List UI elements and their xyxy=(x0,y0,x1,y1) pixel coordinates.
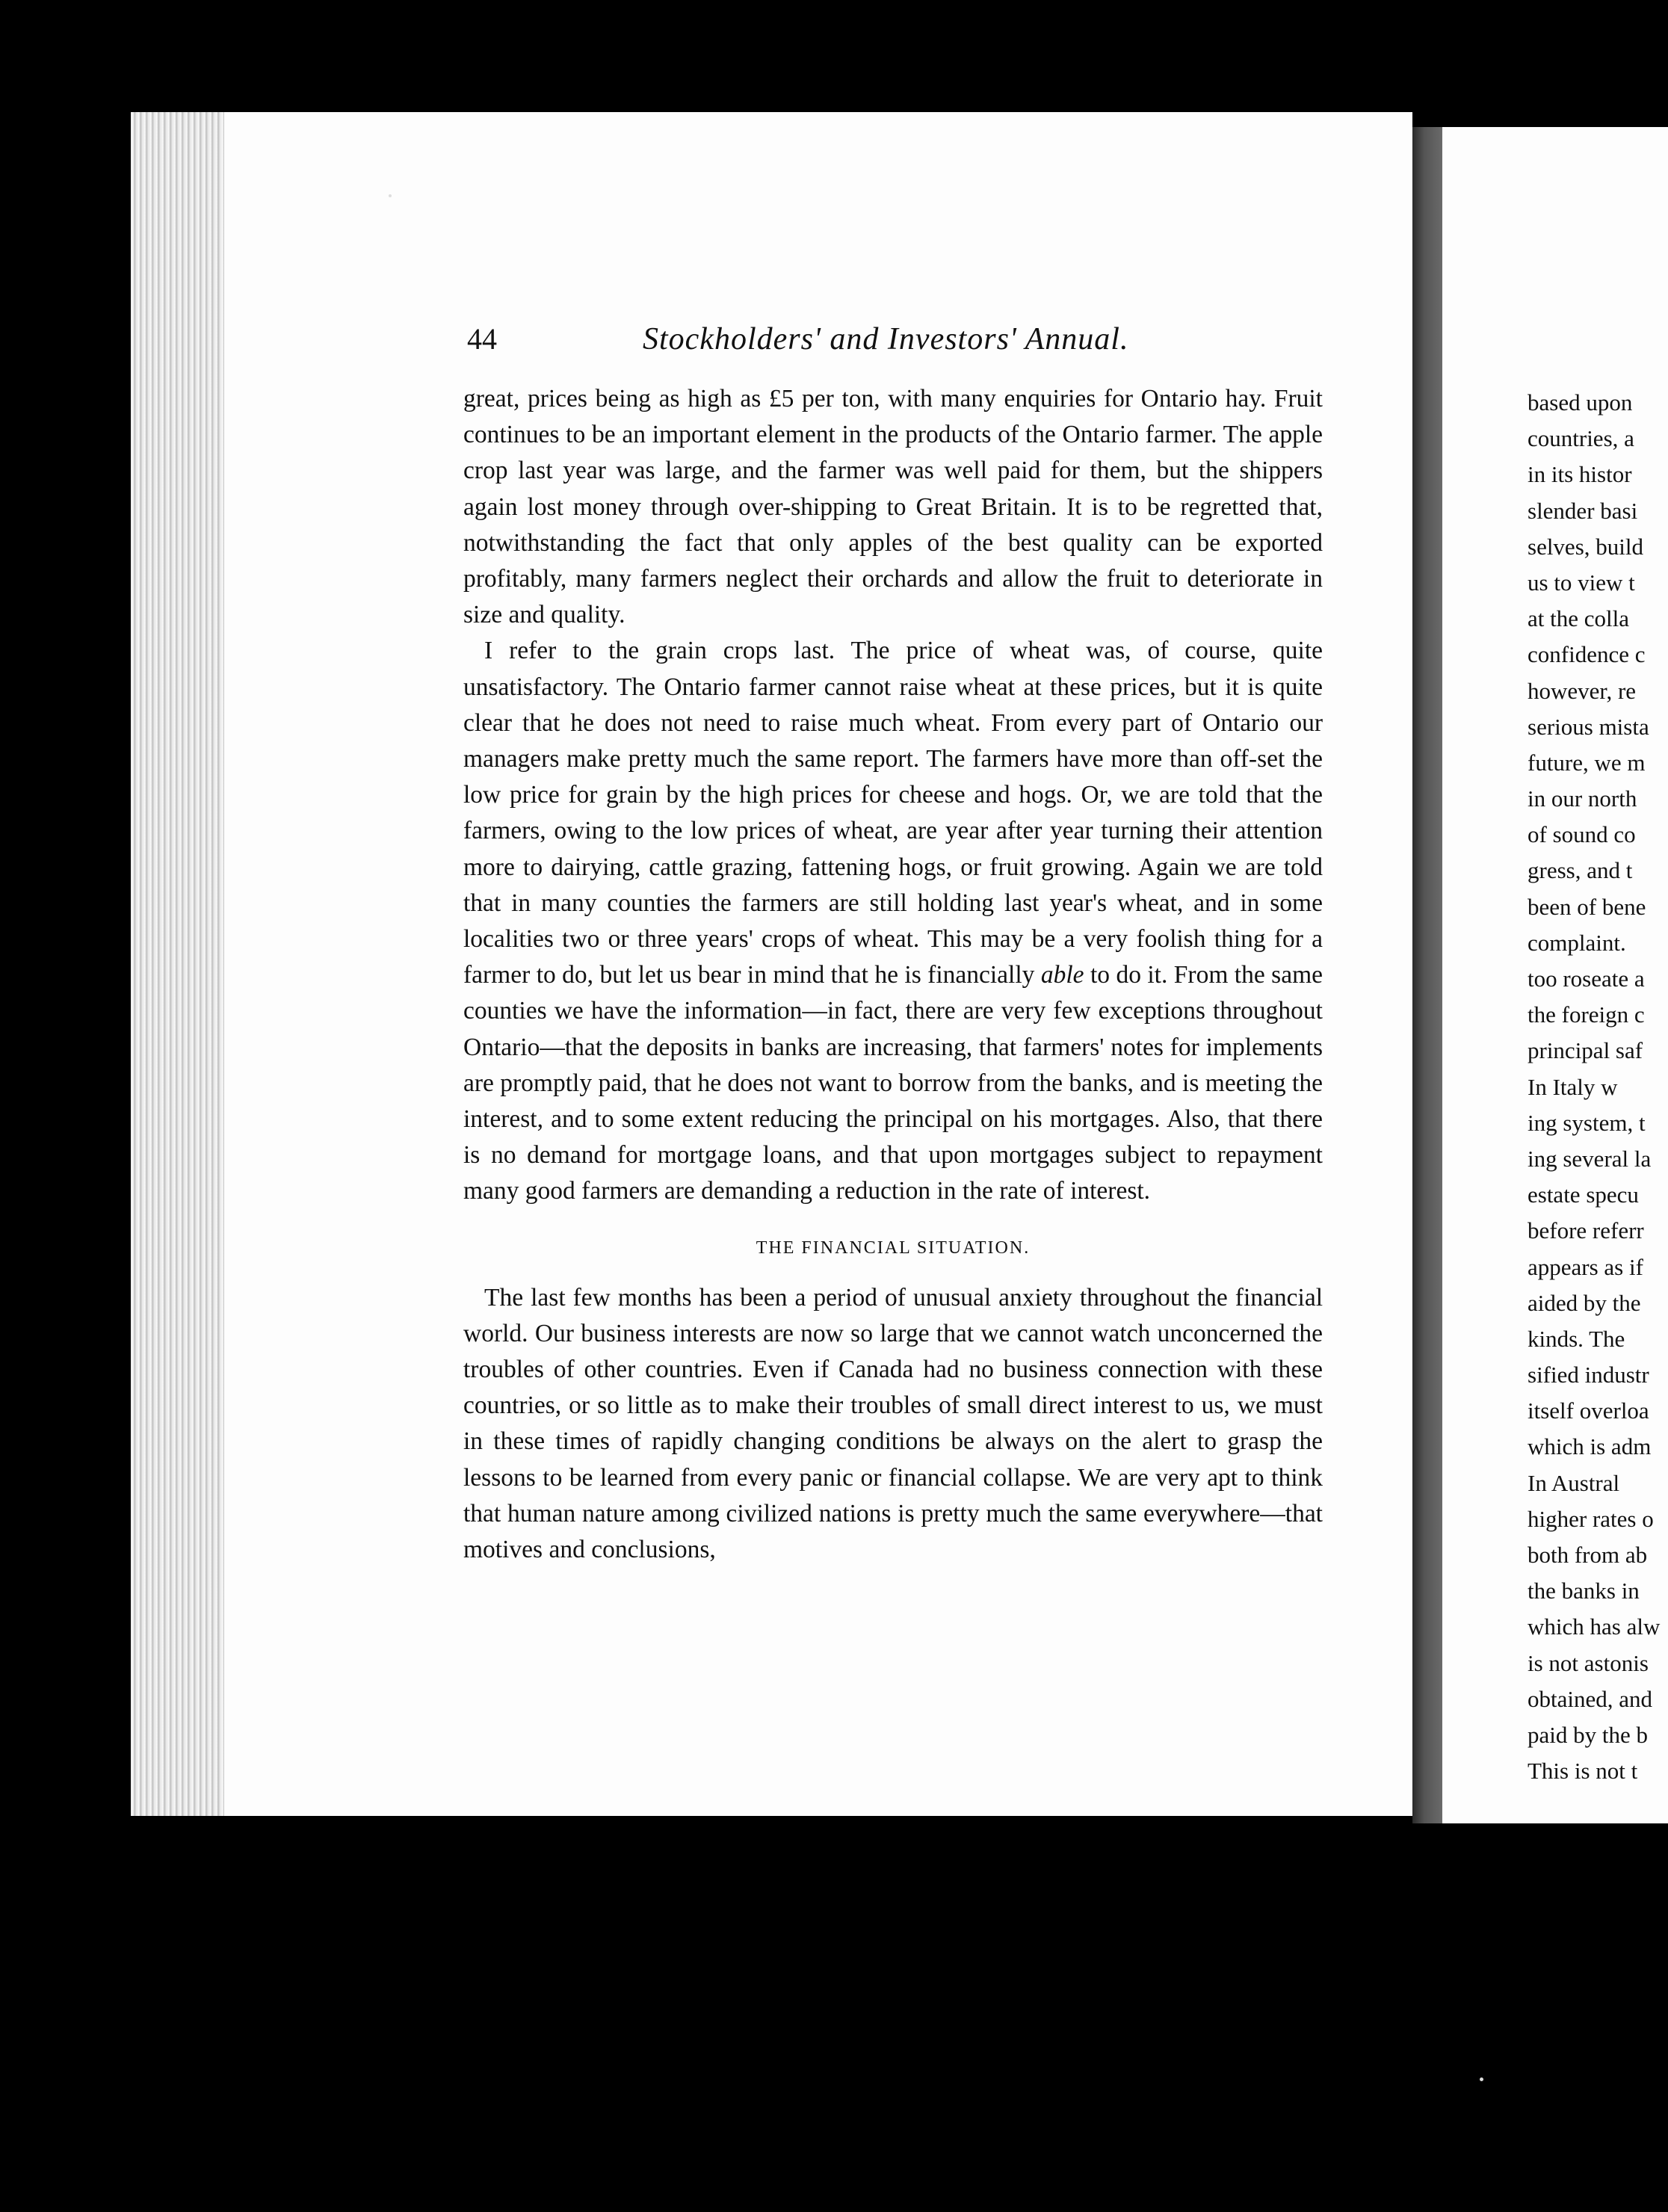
right-page-line: based upon xyxy=(1528,389,1633,415)
right-page-line: at the colla xyxy=(1528,605,1629,632)
right-page-line: which is adm xyxy=(1528,1433,1652,1460)
page-number: 44 xyxy=(467,322,497,356)
right-page-line: future, we m xyxy=(1528,749,1646,776)
right-page-line: gress, and t xyxy=(1528,857,1633,884)
right-page-line: slender basi xyxy=(1528,497,1638,524)
right-page-line: This is not t xyxy=(1528,1758,1638,1785)
dust-speck xyxy=(1480,2077,1483,2081)
right-page-line: which has alw xyxy=(1528,1613,1661,1640)
right-page-line: sified industr xyxy=(1528,1362,1649,1388)
emphasized-word: able xyxy=(1040,961,1084,989)
right-page-line: in its histor xyxy=(1528,461,1632,488)
dust-speck xyxy=(389,194,392,197)
right-page-line: paid by the b xyxy=(1528,1721,1648,1748)
right-page-line: of sound co xyxy=(1528,821,1636,848)
right-page-line: In Austral xyxy=(1528,1469,1620,1496)
right-page-line: estate specu xyxy=(1528,1181,1639,1208)
right-page-line: us to view t xyxy=(1528,569,1635,596)
right-page-line: countries, a xyxy=(1528,425,1634,452)
right-page-line: complaint. xyxy=(1528,929,1626,956)
right-page-line: In Italy w xyxy=(1528,1073,1618,1100)
section-heading: THE FINANCIAL SITUATION. xyxy=(756,1238,1031,1258)
right-page-line: however, re xyxy=(1528,677,1637,704)
right-page-line: selves, build xyxy=(1528,533,1643,560)
body-text xyxy=(463,381,1323,1568)
right-page-line: ing system, t xyxy=(1528,1109,1646,1136)
right-page-line: in our north xyxy=(1528,785,1637,812)
right-page-line: too roseate a xyxy=(1528,966,1645,992)
page-header xyxy=(467,321,1326,366)
right-page-line: the foreign c xyxy=(1528,1001,1645,1028)
right-page-text xyxy=(1528,385,1668,1789)
right-page-line: serious mista xyxy=(1528,713,1649,740)
right-page-line: the banks in xyxy=(1528,1578,1640,1604)
right-page-line: been of bene xyxy=(1528,893,1646,920)
paragraph-2 xyxy=(463,633,1323,1209)
right-page-line: ing several la xyxy=(1528,1145,1652,1172)
right-page-line: before referr xyxy=(1528,1217,1644,1244)
right-page-line: confidence c xyxy=(1528,641,1646,668)
book-gutter xyxy=(1412,127,1442,1823)
paragraph-3: The last few months has been a period of unusual anxiety throughout the financial world. Our business interests are now so large that we cannot watch unconcerned the troubles of other countries. Even if Canada had no business connection with these countries, or so little as to make their troubles of small direct interest to us, we must in these times of rapidly changing conditions be always on the alert to grasp the lessons to be learned from every panic or financial collapse. We are very apt to think that human nature among civilized nations is pretty much the same everywhere—that motives and conclusions, xyxy=(463,1283,1323,1564)
running-title: Stockholders' and Investors' Annual. xyxy=(643,322,1129,356)
right-page-line: aided by the xyxy=(1528,1289,1641,1316)
page-edges xyxy=(131,112,235,1816)
right-page-line: higher rates o xyxy=(1528,1505,1654,1532)
right-page-line: is not astonis xyxy=(1528,1649,1649,1676)
right-page-line: obtained, and xyxy=(1528,1685,1653,1712)
right-page-line: appears as if xyxy=(1528,1253,1643,1280)
right-page-line: both from ab xyxy=(1528,1542,1648,1568)
right-page-line: kinds. The xyxy=(1528,1325,1625,1352)
right-page-line: itself overloa xyxy=(1528,1397,1649,1424)
paragraph-2-text: I refer to the grain crops last. The price of wheat was, of course, quite unsatisfactory. The Ontario farmer cannot raise wheat at these prices, but it is quite clear that he does not need to raise much wheat. From every part of Ontario our managers make pretty much the same report. The farmers have more than off-set the low price for grain by the high prices for cheese and hogs. Or, we are told that the farmers, owing to the low prices of wheat, are year after year turning their attention more to dairying, cattle grazing, fattening hogs, or fruit growing. Again we are told that in many counties the farmers are still holding last year's wheat, and in some localities two or three years' crops of wheat. This may be a very foolish thing for a farmer to do, but let us bear in mind that he is financially able to do it. From the same counties we have the information—in fact, there are very few exceptions throughout Ontario—that the deposits in banks are increasing, that farmers' notes for implements are promptly paid, that he does not want to borrow from the banks, and is meeting the interest, and to some extent reducing the principal on his mortgages. Also, that there is no demand for mortgage loans, and that upon mortgages subject to repayment many good farmers are demanding a reduction in the rate of interest. xyxy=(463,637,1323,1205)
paragraph-1: great, prices being as high as £5 per ton, with many enquiries for Ontario hay. Fruit continues to be an important element in the products of the Ontario farmer. The apple crop last year was large, and the farmer was well paid for them, but the shippers again lost money through over-shipping to Great Britain. It is to be regretted that, notwithstanding the fact that only apples of the best quality can be exported profitably, many farmers neglect their orchards and allow the fruit to deteriorate in size and quality. xyxy=(463,385,1323,629)
right-page-line: principal saf xyxy=(1528,1037,1643,1064)
